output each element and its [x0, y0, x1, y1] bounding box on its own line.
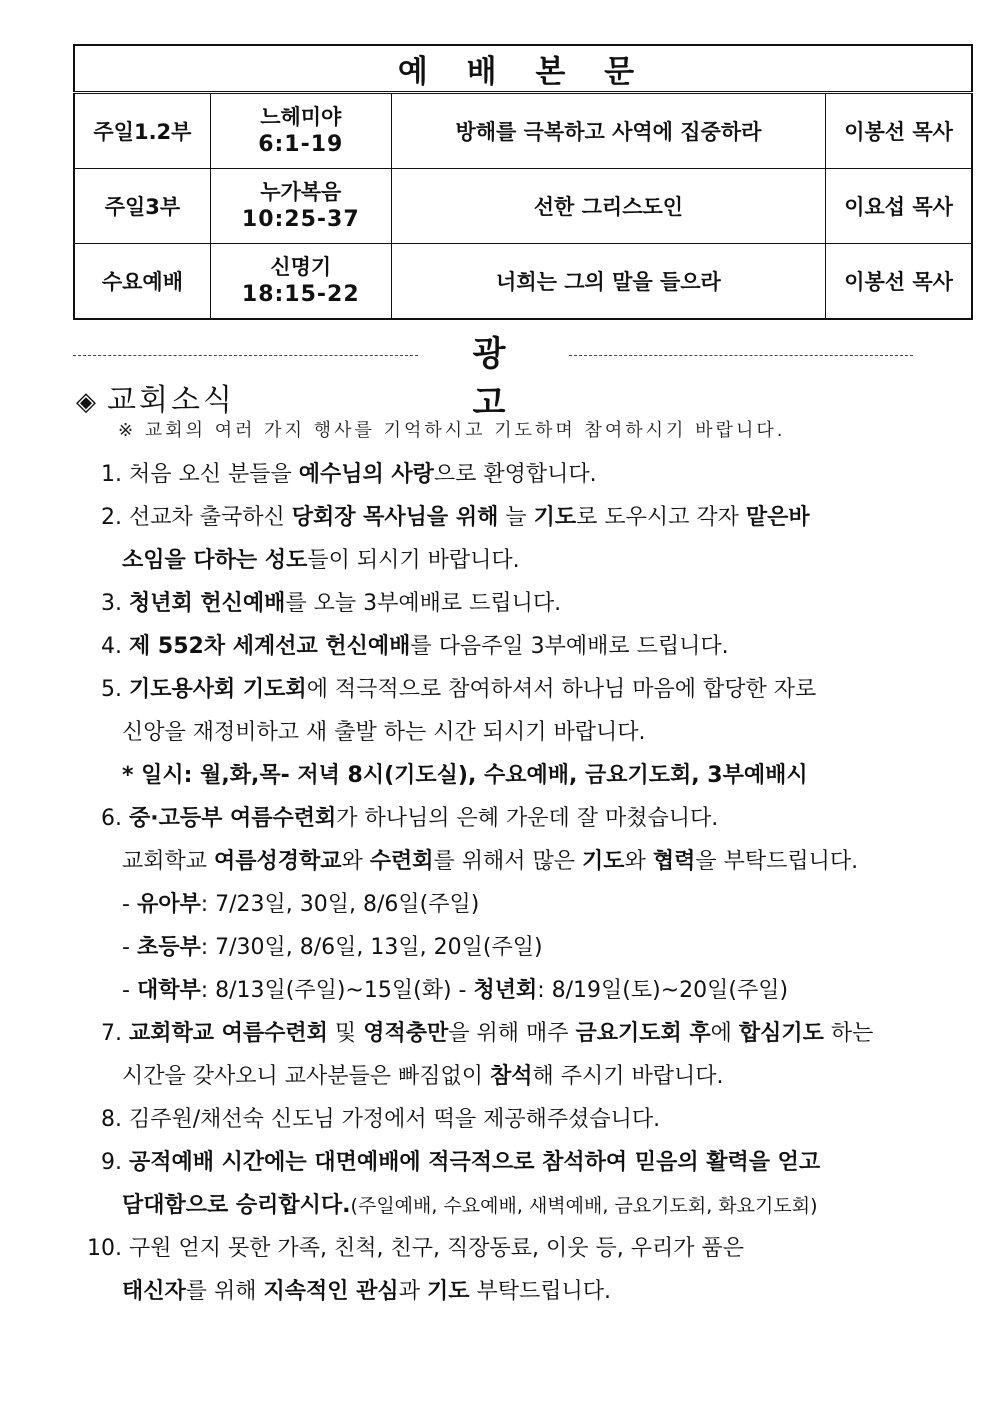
list-item-continued: [122, 759, 808, 793]
sermon-theme: 선한 그리스도인: [391, 169, 825, 244]
item-text: -: [122, 935, 137, 960]
list-item: [72, 501, 810, 535]
item-text: 와: [624, 849, 653, 874]
item-number: 10.: [87, 1236, 122, 1261]
item-text: 을 위해 매주: [448, 1021, 576, 1046]
list-item: [72, 802, 718, 836]
item-text: 로 도우시고 각자: [576, 505, 746, 530]
list-item-continued: [122, 1189, 817, 1223]
list-item-continued: [122, 1275, 611, 1309]
item-text-bold: 교회학교 여름수련회: [129, 1021, 328, 1046]
item-text: 가 하나님의 은혜 가운데 잘 마쳤습니다.: [336, 806, 719, 831]
section-heading-text: 교회소식: [107, 383, 235, 418]
list-item: [72, 630, 729, 664]
item-number: 7.: [101, 1021, 122, 1046]
item-text-bold: 청년회 헌신예배: [129, 591, 286, 616]
item-text-bold: 지속적인 관심: [263, 1279, 399, 1304]
scripture-passage: [210, 93, 391, 169]
preacher-name: 이요섭 목사: [826, 169, 972, 244]
item-text-bold: 협력: [652, 849, 696, 874]
item-text: 에: [710, 1021, 739, 1046]
item-number: 8.: [101, 1107, 122, 1132]
item-text: 교회학교: [122, 849, 215, 874]
item-number: 2.: [101, 505, 122, 530]
item-text: : 8/19일(토)~20일(주일): [537, 978, 789, 1003]
item-text-bold: 제 552차 세계선교 헌신예배: [129, 634, 411, 659]
divider: [73, 355, 418, 356]
item-text-bold: 기도: [533, 505, 577, 530]
scripture-ref: 6:1-19: [258, 132, 344, 157]
item-text: 김주원/채선숙 신도님 가정에서 떡을 제공해주셨습니다.: [129, 1107, 661, 1132]
item-number: 4.: [101, 634, 122, 659]
item-text-bold: 담대함으로 승리합시다.: [122, 1193, 351, 1218]
item-text: 해 주시기 바랍니다.: [532, 1064, 724, 1089]
list-item-continued: [122, 1060, 724, 1094]
item-text: : 7/30일, 8/6일, 13일, 20일(주일): [200, 935, 543, 960]
item-text: 으로 환영합니다.: [433, 462, 597, 487]
sermon-row: [74, 169, 972, 244]
item-text-bold: 공적예배 시간에는 대면예배에 적극적으로 참석하여 믿음의 활력을 얻고: [129, 1150, 821, 1175]
scripture-book: 신명기: [270, 255, 332, 279]
item-text: : 7/23일, 30일, 8/6일(주일): [200, 892, 480, 917]
list-item-continued: [122, 974, 788, 1008]
item-text: (주일예배, 수요예배, 새벽예배, 금요기도회, 화요기도회): [350, 1195, 818, 1217]
item-text-bold: 영적충만: [363, 1021, 449, 1046]
item-text: 늘: [498, 505, 534, 530]
sermon-title: 예 배 본 문: [74, 45, 972, 93]
divider: [569, 355, 913, 356]
item-text-bold: 중·고등부 여름수련회: [129, 806, 337, 831]
item-text-bold: 맡은바: [745, 505, 810, 530]
list-item: [72, 673, 816, 707]
sermon-theme: 방해를 극복하고 사역에 집중하라: [391, 93, 825, 169]
scripture-book: 누가복음: [260, 180, 342, 204]
preacher-name: 이봉선 목사: [826, 244, 972, 320]
item-text-bold: 예수님의 사랑: [298, 462, 434, 487]
item-number: 5.: [101, 677, 122, 702]
sermon-row: [74, 244, 972, 320]
item-text: 처음 오신 분들을: [129, 462, 299, 487]
sermon-row: [74, 93, 972, 169]
list-item-continued: [122, 845, 858, 879]
item-text-bold: 기도: [426, 1279, 470, 1304]
item-number: 9.: [101, 1150, 122, 1175]
item-number: 3.: [101, 591, 122, 616]
list-item: [72, 1017, 873, 1051]
item-text: 를 오늘 3부예배로 드립니다.: [285, 591, 562, 616]
section-note: ※ 교회의 여러 가지 행사를 기억하시고 기도하며 참여하시기 바랍니다.: [118, 420, 786, 441]
sermon-theme: 너희는 그의 말을 들으라: [391, 244, 825, 320]
item-text-bold: 금요기도회 후: [575, 1021, 711, 1046]
item-text: 를 위해서 많은: [433, 849, 583, 874]
item-text: 신앙을 재정비하고 새 출발 하는 시간 되시기 바랍니다.: [122, 720, 646, 745]
preacher-name: 이봉선 목사: [826, 93, 972, 169]
item-text: 에 적극적으로 참여하셔서 하나님 마음에 합당한 자로: [306, 677, 817, 702]
scripture-ref: 10:25-37: [241, 207, 360, 232]
item-text-bold: 기도: [582, 849, 625, 874]
item-text: 들이 되시기 바랍니다.: [307, 548, 520, 573]
item-number: 6.: [101, 806, 122, 831]
item-text-bold: 대학부: [136, 978, 201, 1003]
item-text-bold: 청년회: [473, 978, 538, 1003]
item-text: 를 위해: [185, 1279, 264, 1304]
item-text-bold: 소임을 다하는 성도: [122, 548, 308, 573]
item-text: 을 부탁드립니다.: [695, 849, 859, 874]
list-item: [72, 1232, 744, 1266]
item-text: 구원 얻지 못한 가족, 친척, 친구, 직장동료, 이웃 등, 우리가 품은: [129, 1236, 744, 1261]
item-text: 시간을 갖사오니 교사분들은 빠짐없이: [122, 1064, 491, 1089]
service-name: 주일3부: [74, 169, 210, 244]
list-item: [72, 587, 561, 621]
service-name: 주일1.2부: [74, 93, 210, 169]
item-text-bold: 태신자: [122, 1279, 186, 1304]
item-text: 하는: [823, 1021, 874, 1046]
item-text: 부탁드립니다.: [469, 1279, 611, 1304]
sermon-table: [73, 44, 973, 320]
list-item-continued: [122, 888, 479, 922]
diamond-bullet-icon: ◈: [76, 387, 99, 417]
item-text-bold: 기도용사회 기도회: [129, 677, 307, 702]
list-item-continued: [122, 544, 520, 578]
scripture-passage: [210, 244, 391, 320]
item-text: 및: [327, 1021, 364, 1046]
item-text: -: [122, 978, 137, 1003]
item-text: 를 다음주일 3부예배로 드립니다.: [410, 634, 729, 659]
scripture-ref: 18:15-22: [241, 282, 360, 307]
item-text-bold: 유아부: [136, 892, 201, 917]
item-text-bold: 여름성경학교: [214, 849, 342, 874]
item-text-bold: 참석: [490, 1064, 533, 1089]
list-item: [72, 458, 597, 492]
list-item-continued: [122, 716, 646, 750]
item-text-bold: * 일시: 월,화,목- 저녁 8시(기도실), 수요예배, 금요기도회, 3부예배시: [122, 763, 808, 788]
item-text: 과: [398, 1279, 427, 1304]
section-heading: [76, 375, 235, 419]
scripture-book: 느헤미야: [260, 105, 342, 129]
item-text: -: [122, 892, 137, 917]
service-name: 수요예배: [74, 244, 210, 320]
item-text-bold: 초등부: [136, 935, 201, 960]
item-text-bold: 합심기도: [738, 1021, 824, 1046]
scripture-passage: [210, 169, 391, 244]
announcements-title: 광 고: [472, 334, 544, 423]
item-text: 와: [341, 849, 370, 874]
item-text-bold: 당회장 목사님을 위해: [291, 505, 499, 530]
item-text: : 8/13일(주일)~15일(화) -: [200, 978, 474, 1003]
list-item: [72, 1146, 820, 1180]
item-text-bold: 수련회: [369, 849, 434, 874]
list-item: [72, 1103, 660, 1137]
item-number: 1.: [101, 462, 122, 487]
list-item-continued: [122, 931, 543, 965]
item-text: 선교차 출국하신: [129, 505, 292, 530]
